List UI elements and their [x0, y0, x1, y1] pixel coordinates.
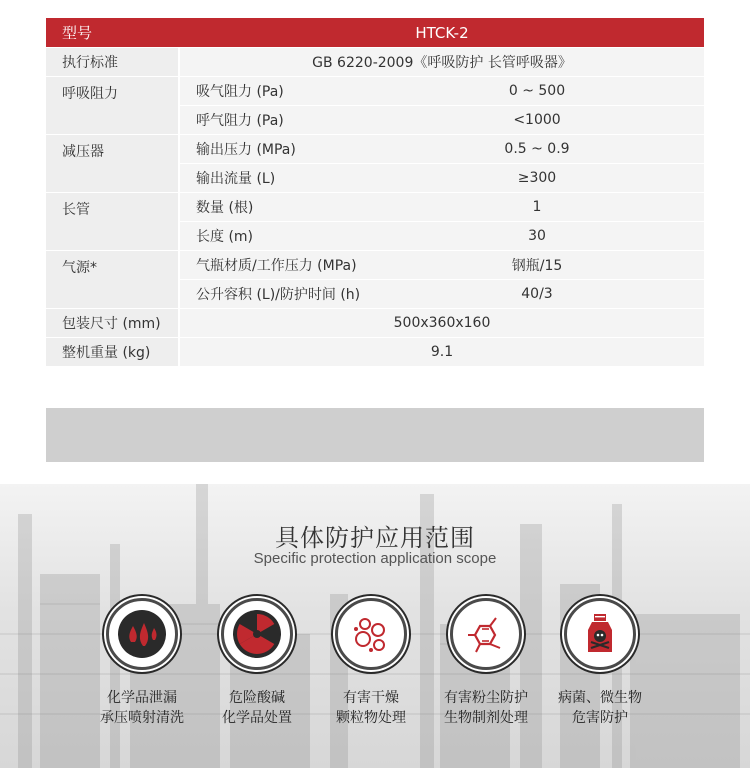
scope-item-dry-particles — [311, 598, 431, 728]
cell-value: 钢瓶/15 — [370, 251, 704, 279]
package-value: 500x360x160 — [180, 309, 704, 337]
scope-item-line1: 危险酸碱 — [229, 690, 285, 706]
cell-value: 1 — [370, 193, 704, 221]
protection-scope-section — [0, 484, 750, 768]
scope-item-dust-bio — [426, 598, 546, 728]
table-row-package — [46, 309, 704, 338]
scope-item-line2: 颗粒物处理 — [336, 710, 406, 726]
scope-item-microbes — [540, 598, 660, 728]
scope-item-line2: 承压喷射清洗 — [100, 710, 184, 726]
scope-title: 具体防护应用范围 — [275, 524, 475, 552]
scope-item-line2: 生物制剂处理 — [444, 710, 528, 726]
gray-banner — [46, 408, 704, 462]
table-row-standard — [46, 48, 704, 77]
scope-subtitle: Specific protection application scope — [253, 550, 497, 567]
sub-label: 呼气阻力 (Pa) — [180, 106, 370, 134]
scope-item-line2: 危害防护 — [572, 710, 628, 726]
group-label: 气源* — [46, 251, 178, 308]
particles-icon — [335, 598, 407, 670]
model-label: 型号 — [62, 24, 93, 42]
sub-label: 气瓶材质/工作压力 (MPa) — [180, 251, 370, 279]
molecule-icon — [450, 598, 522, 670]
scope-item-chemical-leak — [82, 598, 202, 728]
standard-label: 执行标准 — [46, 48, 178, 76]
cell-value: ≥300 — [370, 164, 704, 192]
table-group-air-source — [46, 251, 704, 309]
scope-item-line1: 化学品泄漏 — [107, 690, 177, 706]
biohazard-bottle-icon — [564, 598, 636, 670]
group-label: 长管 — [46, 193, 178, 250]
sub-label: 长度 (m) — [180, 222, 370, 250]
cell-value: 40/3 — [370, 280, 704, 308]
sub-label: 输出流量 (L) — [180, 164, 370, 192]
group-label: 减压器 — [46, 135, 178, 192]
weight-label: 整机重量 (kg) — [46, 338, 178, 366]
table-row-weight — [46, 338, 704, 367]
table-header — [46, 18, 704, 47]
chemical-drops-icon — [106, 598, 178, 670]
sub-label: 输出压力 (MPa) — [180, 135, 370, 163]
sub-label: 数量 (根) — [180, 193, 370, 221]
scope-item-line1: 有害干燥 — [343, 690, 399, 706]
cell-value: <1000 — [370, 106, 704, 134]
cell-value: 0 ~ 500 — [370, 77, 704, 105]
spec-table — [46, 18, 704, 367]
standard-value: GB 6220-2009《呼吸防护 长管呼吸器》 — [180, 48, 704, 76]
table-group-hose — [46, 193, 704, 251]
table-group-regulator — [46, 135, 704, 193]
sub-label: 吸气阻力 (Pa) — [180, 77, 370, 105]
table-group-resistance — [46, 77, 704, 135]
scope-item-line1: 病菌、微生物 — [558, 690, 642, 706]
group-label: 呼吸阻力 — [46, 77, 178, 134]
scope-item-line1: 有害粉尘防护 — [444, 690, 528, 706]
radiation-icon — [221, 598, 293, 670]
package-label: 包装尺寸 (mm) — [46, 309, 178, 337]
scope-item-acid-base — [197, 598, 317, 728]
model-value: HTCK-2 — [415, 23, 469, 42]
scope-item-line2: 化学品处置 — [222, 710, 292, 726]
weight-value: 9.1 — [180, 338, 704, 366]
sub-label: 公升容积 (L)/防护时间 (h) — [180, 280, 370, 308]
cell-value: 30 — [370, 222, 704, 250]
cell-value: 0.5 ~ 0.9 — [370, 135, 704, 163]
